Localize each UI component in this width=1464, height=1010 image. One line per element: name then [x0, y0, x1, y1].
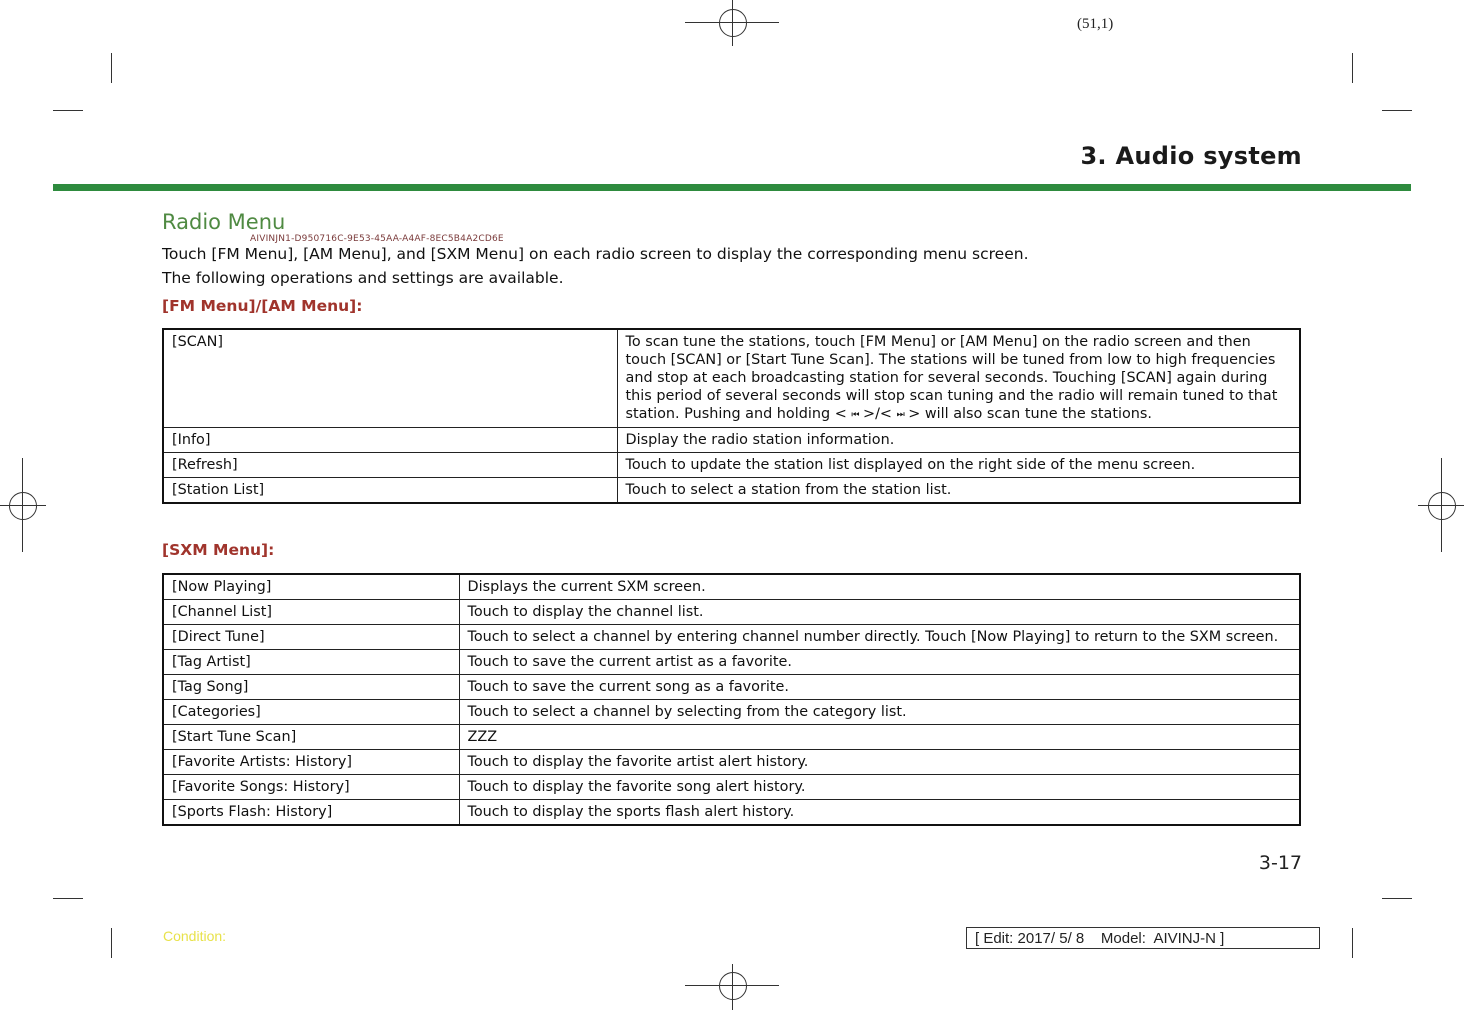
table-row: [163, 574, 1300, 600]
option-label: [Tag Artist]: [163, 650, 459, 675]
option-description: Display the radio station information.: [617, 428, 1300, 453]
page-reference: (51,1): [1077, 16, 1114, 32]
condition-label: Condition:: [163, 928, 227, 944]
option-description: ZZZ: [459, 725, 1300, 750]
option-description: Displays the current SXM screen.: [459, 574, 1300, 600]
table-row: [163, 650, 1300, 675]
table-row: [163, 750, 1300, 775]
header-divider: [53, 184, 1411, 191]
option-description: Touch to update the station list displayed on the right side of the menu screen.: [617, 453, 1300, 478]
edit-info-box: [ Edit: 2017/ 5/ 8 Model: AIVINJ-N ]: [966, 927, 1320, 949]
table-row: [163, 675, 1300, 700]
option-label: [Refresh]: [163, 453, 617, 478]
section-title: Radio Menu: [162, 210, 286, 234]
table-row: [163, 775, 1300, 800]
option-description: Touch to select a channel by selecting from the category list.: [459, 700, 1300, 725]
option-label: [Tag Song]: [163, 675, 459, 700]
option-label: [Channel List]: [163, 600, 459, 625]
table-row: [163, 453, 1300, 478]
option-label: [Station List]: [163, 478, 617, 504]
table-row: [163, 329, 1300, 428]
table-row: [163, 725, 1300, 750]
option-description: Touch to display the favorite artist alert history.: [459, 750, 1300, 775]
option-label: [Favorite Artists: History]: [163, 750, 459, 775]
document-id: AIVINJN1-D950716C-9E53-45AA-A4AF-8EC5B4A2CD6E: [250, 234, 504, 244]
option-description: Touch to display the favorite song alert history.: [459, 775, 1300, 800]
option-description: Touch to save the current artist as a favorite.: [459, 650, 1300, 675]
option-description: Touch to select a station from the station list.: [617, 478, 1300, 504]
option-description: To scan tune the stations, touch [FM Menu] or [AM Menu] on the radio screen and then touch [SCAN] or [Start Tune Scan]. The stations will be tuned from low to high frequencies and stop at each broadcasting station for several seconds. Touching [SCAN] again during this period of several seconds will stop scan tuning and the radio will remain tuned to that station. Pushing and holding < ⏮ >/< ⏭ > will also scan tune the stations.: [617, 329, 1300, 428]
option-description: Touch to select a channel by entering channel number directly. Touch [Now Playing] to return to the SXM screen.: [459, 625, 1300, 650]
option-label: [Start Tune Scan]: [163, 725, 459, 750]
table-row: [163, 625, 1300, 650]
table-row: [163, 600, 1300, 625]
chapter-title: 3. Audio system: [1080, 142, 1302, 170]
option-label: [Favorite Songs: History]: [163, 775, 459, 800]
option-label: [Sports Flash: History]: [163, 800, 459, 826]
table-row: [163, 428, 1300, 453]
sxm-menu-table: [162, 573, 1301, 826]
option-label: [Now Playing]: [163, 574, 459, 600]
sxm-menu-heading: [SXM Menu]:: [162, 541, 275, 559]
fm-menu-table: [162, 328, 1301, 504]
table-row: [163, 800, 1300, 826]
skip-next-icon: ⏭: [896, 410, 904, 420]
option-description: Touch to display the sports flash alert history.: [459, 800, 1300, 826]
skip-previous-icon: ⏮: [851, 410, 859, 420]
option-label: [Direct Tune]: [163, 625, 459, 650]
option-label: [Info]: [163, 428, 617, 453]
fm-menu-heading: [FM Menu]/[AM Menu]:: [162, 297, 363, 315]
option-label: [SCAN]: [163, 329, 617, 428]
option-label: [Categories]: [163, 700, 459, 725]
option-description: Touch to save the current song as a favorite.: [459, 675, 1300, 700]
intro-paragraph-1: Touch [FM Menu], [AM Menu], and [SXM Menu] on each radio screen to display the corresponding menu screen.: [162, 245, 1029, 263]
page-number: 3-17: [1258, 852, 1302, 874]
table-row: [163, 700, 1300, 725]
table-row: [163, 478, 1300, 504]
option-description: Touch to display the channel list.: [459, 600, 1300, 625]
intro-paragraph-2: The following operations and settings are available.: [162, 269, 564, 287]
